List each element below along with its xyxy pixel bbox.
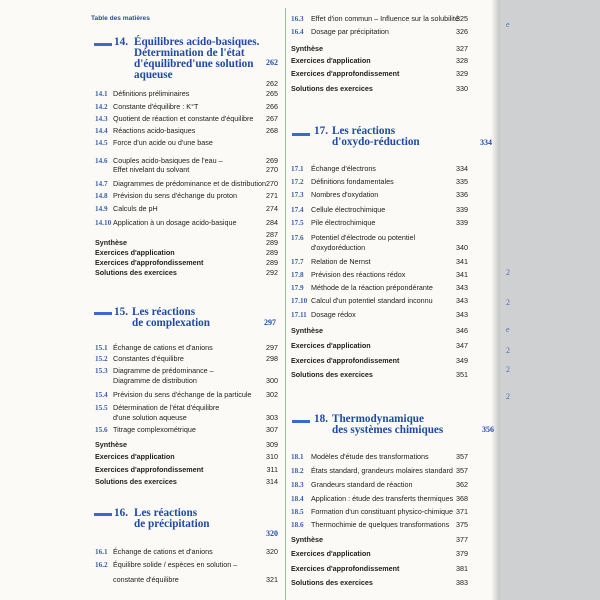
section-number: 14.6 [95, 157, 108, 165]
toc-section-row [90, 560, 282, 570]
section-title: Calculs de pH [113, 204, 158, 213]
toc-section-row [290, 218, 468, 228]
synthese-row [290, 535, 468, 545]
page-number: 327 [456, 44, 468, 53]
page-number: 289 [266, 238, 278, 247]
solutions-row [290, 84, 468, 94]
section-number: 18.3 [291, 481, 304, 489]
toc-section-row [290, 270, 468, 280]
section-number: 17.6 [291, 234, 304, 242]
toc-section-row [90, 376, 282, 386]
page-number: 289 [266, 248, 278, 257]
toc-row [90, 79, 282, 89]
section-title: Application : étude des transferts thermiques [311, 494, 454, 503]
synthese-row [90, 238, 282, 248]
edge-mark: 2 [506, 298, 510, 307]
chapter-title: de précipitation [134, 518, 210, 530]
section-title: Échange d'électrons [311, 164, 376, 173]
toc-section-row [90, 413, 282, 423]
section-title: Force d'un acide ou d'une base [113, 138, 213, 147]
toc-section-row [290, 452, 468, 462]
section-title: Application à un dosage acido-basique [113, 218, 237, 227]
section-title: d'oxydoréduction [311, 243, 366, 252]
page-number: 266 [266, 102, 278, 111]
page-number: 297 [266, 343, 278, 352]
exercises-deepening-row [290, 69, 468, 79]
chapter-bar [292, 133, 310, 136]
edge-mark: 2 [506, 346, 510, 355]
solutions-label: Solutions des exercices [95, 477, 177, 486]
page-number: 303 [266, 413, 278, 422]
page-number: 300 [266, 376, 278, 385]
exercises-deepening-label: Exercices d'approfondissement [95, 465, 204, 474]
section-title: Quotient de réaction et constante d'équilibre [113, 114, 254, 123]
exercises-application-row [90, 452, 282, 462]
section-number: 18.4 [291, 495, 304, 503]
page-number: 268 [266, 126, 278, 135]
page-number: 343 [456, 310, 468, 319]
chapter-number: 14. [114, 36, 128, 48]
toc-section-row [90, 114, 282, 124]
section-number: 16.1 [95, 548, 108, 556]
section-number: 15.1 [95, 344, 108, 352]
exercises-application-label: Exercices d'application [291, 549, 371, 558]
section-title: Constante d'équilibre : K°T [113, 102, 199, 111]
toc-section-row [290, 177, 468, 187]
section-title: Diagramme de prédominance – [113, 366, 214, 375]
synthese-row [290, 326, 468, 336]
section-number: 17.3 [291, 191, 304, 199]
section-title: Thermochimie de quelques transformations [311, 520, 450, 529]
page-number: 351 [456, 370, 468, 379]
synthese-label: Synthèse [95, 238, 127, 247]
exercises-deepening-row [90, 465, 282, 475]
section-title: Potentiel d'électrode ou potentiel [311, 233, 416, 242]
page-number: 341 [456, 257, 468, 266]
section-number: 14.8 [95, 192, 108, 200]
chapter-number: 18. [314, 413, 328, 425]
page-number: 328 [456, 56, 468, 65]
toc-section-row [290, 257, 468, 267]
section-number: 14.1 [95, 90, 108, 98]
exercises-application-row [290, 341, 468, 351]
section-title: Calcul d'un potentiel standard inconnu [311, 296, 433, 305]
section-title: Dosage rédox [311, 310, 356, 319]
page-number: 357 [456, 466, 468, 475]
toc-section-row [90, 575, 282, 585]
exercises-application-label: Exercices d'application [95, 452, 175, 461]
section-title: Titrage complexométrique [113, 425, 196, 434]
section-number: 16.4 [291, 28, 304, 36]
page-number: 334 [456, 164, 468, 173]
exercises-application-row [90, 248, 282, 258]
toc-section-row [90, 204, 282, 214]
section-number: 18.5 [291, 508, 304, 516]
exercises-application-label: Exercices d'application [95, 248, 175, 257]
edge-mark: e [506, 20, 510, 29]
page-number: 346 [456, 326, 468, 335]
synthese-row [90, 440, 282, 450]
section-number: 14.7 [95, 180, 108, 188]
page-number: 267 [266, 114, 278, 123]
edge-mark: 2 [506, 268, 510, 277]
chapter-title: Équilibres acido-basiques. [134, 36, 260, 48]
section-title: Prévision des réactions rédox [311, 270, 406, 279]
exercises-deepening-label: Exercices d'approfondissement [291, 564, 400, 573]
toc-section-row [290, 283, 468, 293]
page-number: 341 [456, 270, 468, 279]
page-number: 330 [456, 84, 468, 93]
section-number: 17.4 [291, 206, 304, 214]
toc-section-row [290, 310, 468, 320]
solutions-row [90, 268, 282, 278]
section-title: Échange de cations et d'anions [113, 343, 213, 352]
toc-section-row [90, 191, 282, 201]
solutions-label: Solutions des exercices [291, 84, 373, 93]
exercises-application-row [290, 56, 468, 66]
synthese-label: Synthèse [95, 440, 127, 449]
toc-section-row [90, 425, 282, 435]
chapter-title: de complexation [132, 317, 210, 329]
chapter-bar [94, 43, 112, 46]
synthese-label: Synthèse [291, 535, 323, 544]
section-title: Réactions acido-basiques [113, 126, 196, 135]
section-title: Modèles d'étude des transformations [311, 452, 429, 461]
section-number: 15.2 [95, 355, 108, 363]
page-number: 362 [456, 480, 468, 489]
section-number: 17.1 [291, 165, 304, 173]
toc-section-row [90, 89, 282, 99]
page-number: 381 [456, 564, 468, 573]
page-number: 375 [456, 520, 468, 529]
section-title: Dosage par précipitation [311, 27, 389, 36]
section-number: 18.1 [291, 453, 304, 461]
chapter-title: aqueuse [134, 69, 173, 81]
edge-mark: e [506, 325, 510, 334]
section-number: 14.4 [95, 127, 108, 135]
page-number: 368 [456, 494, 468, 503]
section-number: 18.6 [291, 521, 304, 529]
section-title: Détermination de l'état d'équilibre [113, 403, 220, 412]
page-number: 326 [456, 27, 468, 36]
chapter-title: Les réactions [132, 306, 196, 318]
page-number: 379 [456, 549, 468, 558]
section-title: Grandeurs standard de réaction [311, 480, 413, 489]
page-number: 320 [266, 547, 278, 556]
toc-section-row [90, 138, 282, 148]
page-number: 298 [266, 354, 278, 363]
toc-section-row [290, 296, 468, 306]
synthese-label: Synthèse [291, 44, 323, 53]
chapter-title: d'équilibred'une solution [134, 58, 254, 70]
toc-section-row [290, 243, 468, 253]
section-number: 17.10 [291, 297, 308, 305]
page-number: 309 [266, 440, 278, 449]
section-title: Échange de cations et d'anions [113, 547, 213, 556]
section-number: 17.8 [291, 271, 304, 279]
page-number: 270 [266, 179, 278, 188]
page-number: 329 [456, 69, 468, 78]
page-number: 302 [266, 390, 278, 399]
page-number: 343 [456, 296, 468, 305]
chapter-page: 334 [480, 138, 492, 147]
exercises-application-row [290, 549, 468, 559]
section-number: 15.3 [95, 367, 108, 375]
page-number: 339 [456, 205, 468, 214]
chapter-title: Les réactions [332, 125, 396, 137]
toc-section-row [90, 343, 282, 353]
page-number: 335 [456, 177, 468, 186]
section-number: 14.10 [95, 219, 112, 227]
toc-section-row [290, 494, 468, 504]
solutions-label: Solutions des exercices [291, 578, 373, 587]
exercises-deepening-row [290, 564, 468, 574]
toc-section-row [290, 14, 468, 24]
section-title: Couples acido-basiques de l'eau – [113, 156, 223, 165]
next-page-edge [500, 0, 600, 600]
page-number: 284 [266, 218, 278, 227]
exercises-deepening-label: Exercices d'approfondissement [95, 258, 204, 267]
chapter-page: 320 [266, 529, 278, 538]
section-number: 14.3 [95, 115, 108, 123]
page-number: 383 [456, 578, 468, 587]
toc-section-row [290, 27, 468, 37]
exercises-deepening-label: Exercices d'approfondissement [291, 69, 400, 78]
section-number: 15.4 [95, 391, 108, 399]
section-title: Définitions fondamentales [311, 177, 394, 186]
page-number: 274 [266, 204, 278, 213]
edge-mark: 2 [506, 392, 510, 401]
synthese-label: Synthèse [291, 326, 323, 335]
chapter-title: Détermination de l'état [134, 47, 245, 59]
toc-section-row [90, 126, 282, 136]
toc-section-row [290, 164, 468, 174]
page-number: 377 [456, 535, 468, 544]
page-number: 270 [266, 165, 278, 174]
toc-section-row [90, 179, 282, 189]
toc-section-row [290, 233, 468, 243]
chapter-page: 356 [482, 425, 494, 434]
section-number: 14.9 [95, 205, 108, 213]
exercises-application-label: Exercices d'application [291, 56, 371, 65]
exercises-application-label: Exercices d'application [291, 341, 371, 350]
section-number: 17.5 [291, 219, 304, 227]
section-number: 17.11 [291, 311, 307, 319]
section-number: 17.2 [291, 178, 304, 186]
toc-section-row [290, 520, 468, 530]
toc-section-row [290, 190, 468, 200]
toc-section-row [90, 547, 282, 557]
page-number: 307 [266, 425, 278, 434]
section-number: 15.6 [95, 426, 108, 434]
section-title: Pile électrochimique [311, 218, 376, 227]
toc-section-row [290, 507, 468, 517]
toc-section-row [90, 354, 282, 364]
edge-mark: 2 [506, 365, 510, 374]
section-title: Définitions préliminaires [113, 89, 190, 98]
section-title: Formation d'un constituant physico-chimique [311, 507, 453, 516]
chapter-title: d'oxydo-réduction [332, 136, 420, 148]
toc-section-row [90, 102, 282, 112]
toc-section-row [90, 218, 282, 228]
solutions-row [290, 578, 468, 588]
section-number: 14.2 [95, 103, 108, 111]
section-number: 14.5 [95, 139, 108, 147]
column-divider [285, 8, 286, 600]
chapter-page: 262 [266, 58, 278, 67]
section-title: Prévision du sens d'échange de la particule [113, 390, 252, 399]
toc-section-row [90, 390, 282, 400]
exercises-deepening-row [290, 356, 468, 366]
section-number: 16.2 [95, 561, 108, 569]
section-title: Équilibre solide / espèces en solution – [113, 560, 238, 569]
chapter-bar [292, 420, 310, 423]
page-number: 311 [266, 465, 278, 474]
page-number: 310 [266, 452, 278, 461]
page-number: 269 [266, 156, 278, 165]
section-title: Relation de Nernst [311, 257, 371, 266]
section-title: Diagramme de distribution [113, 376, 197, 385]
toc-section-row [90, 165, 282, 175]
chapter-number: 16. [114, 507, 128, 519]
toc-section-row [290, 480, 468, 490]
chapter-bar [94, 312, 112, 315]
section-title: Nombres d'oxydation [311, 190, 379, 199]
section-title: Diagrammes de prédominance et de distribution [113, 179, 267, 188]
section-title: Méthode de la réaction prépondérante [311, 283, 433, 292]
section-number: 17.9 [291, 284, 304, 292]
exercises-deepening-label: Exercices d'approfondissement [291, 356, 400, 365]
section-title: Prévision du sens d'échange du proton [113, 191, 238, 200]
section-title: constante d'équilibre [113, 575, 179, 584]
page-number: 357 [456, 452, 468, 461]
page-number: 287 [266, 230, 278, 239]
page-number: 343 [456, 283, 468, 292]
section-title: Cellule électrochimique [311, 205, 386, 214]
page-number: 314 [266, 477, 278, 486]
solutions-row [90, 477, 282, 487]
chapter-number: 17. [314, 125, 328, 137]
chapter-bar [94, 513, 112, 516]
page-number: 289 [266, 258, 278, 267]
synthese-row [290, 44, 468, 54]
chapter-title: des systèmes chimiques [332, 424, 444, 436]
solutions-label: Solutions des exercices [95, 268, 177, 277]
section-number: 17.7 [291, 258, 304, 266]
chapter-page: 297 [264, 318, 276, 327]
section-title: Constantes d'équilibre [113, 354, 184, 363]
page-number: 271 [266, 191, 278, 200]
solutions-label: Solutions des exercices [291, 370, 373, 379]
section-number: 16.3 [291, 15, 304, 23]
page-number: 265 [266, 89, 278, 98]
chapter-title: Les réactions [134, 507, 198, 519]
toc-section-row [90, 403, 282, 413]
page-number: 325 [456, 14, 468, 23]
chapter-number: 15. [114, 306, 128, 318]
exercises-deepening-row [90, 258, 282, 268]
chapter-title: Thermodynamique [332, 413, 424, 425]
page-number: 371 [456, 507, 468, 516]
page-number: 262 [266, 79, 278, 88]
section-title: d'une solution aqueuse [113, 413, 187, 422]
page-number: 292 [266, 268, 278, 277]
section-title: Effet d'ion commun – Influence sur la solubilité [311, 14, 459, 23]
section-number: 18.2 [291, 467, 304, 475]
section-title: Effet nivelant du solvant [113, 165, 190, 174]
section-title: États standard, grandeurs molaires standard [311, 466, 453, 475]
toc-section-row [90, 366, 282, 376]
toc-section-row [290, 466, 468, 476]
page-header: Table des matières [91, 15, 150, 22]
page-number: 347 [456, 341, 468, 350]
solutions-row [290, 370, 468, 380]
page-number: 349 [456, 356, 468, 365]
toc-section-row [290, 205, 468, 215]
page-number: 340 [456, 243, 468, 252]
page-number: 336 [456, 190, 468, 199]
page-number: 339 [456, 218, 468, 227]
section-number: 15.5 [95, 404, 108, 412]
page-number: 321 [266, 575, 278, 584]
